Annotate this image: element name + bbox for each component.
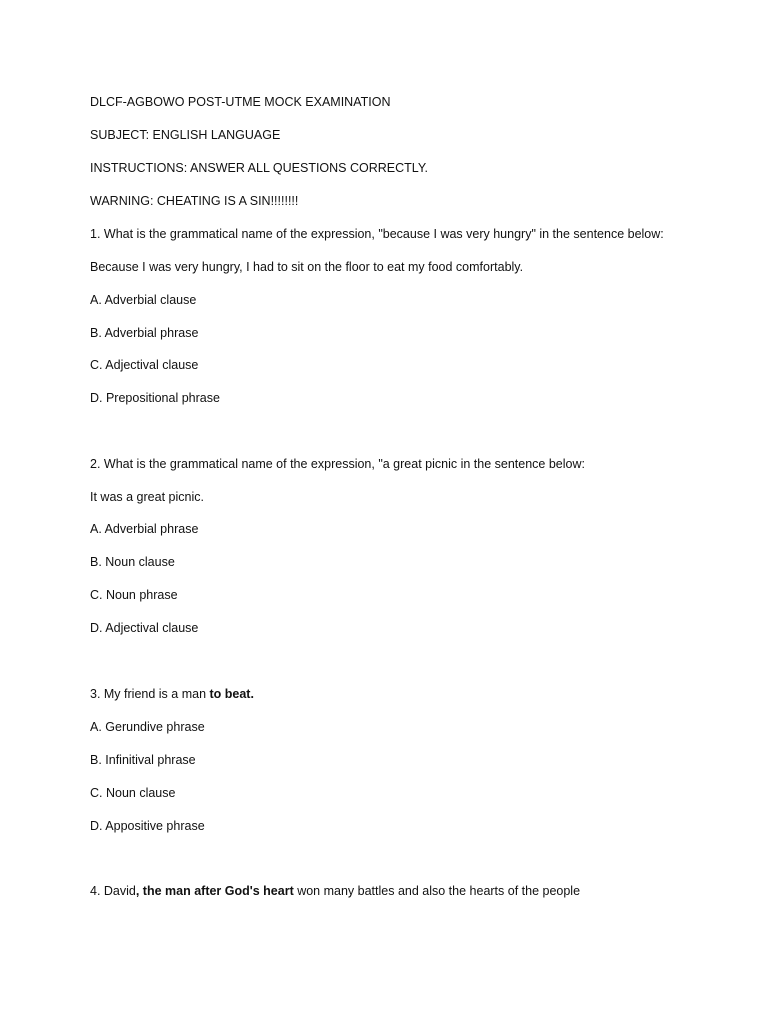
question-1-option-c: C. Adjectival clause (90, 358, 199, 372)
question-4-stem-emphasis: , the man after God's heart (135, 884, 294, 898)
question-3-option-c: C. Noun clause (90, 786, 176, 800)
question-1-option-b: B. Adverbial phrase (90, 326, 199, 340)
question-3-stem-emphasis: to beat. (209, 687, 254, 701)
question-3-option-d: D. Appositive phrase (90, 819, 205, 833)
question-4-stem (90, 883, 580, 899)
question-3-option-b: B. Infinitival phrase (90, 753, 196, 767)
exam-subject: SUBJECT: ENGLISH LANGUAGE (90, 128, 281, 142)
exam-page (90, 0, 730, 1024)
question-2-stem: 2. What is the grammatical name of the expression, "a great picnic in the sentence below: (90, 457, 585, 471)
question-3-option-a: A. Gerundive phrase (90, 720, 205, 734)
question-1-sentence: Because I was very hungry, I had to sit on the floor to eat my food comfortably. (90, 260, 524, 274)
question-2-option-d: D. Adjectival clause (90, 621, 199, 635)
question-4-stem-text: 4. David (90, 884, 136, 898)
exam-instructions: INSTRUCTIONS: ANSWER ALL QUESTIONS CORRECTLY. (90, 161, 429, 175)
question-1-option-a: A. Adverbial clause (90, 293, 197, 307)
question-3-stem-text: 3. My friend is a man (90, 687, 210, 701)
question-2-option-b: B. Noun clause (90, 555, 175, 569)
question-4-stem-suffix: won many battles and also the hearts of the people (293, 884, 581, 898)
question-2-option-c: C. Noun phrase (90, 588, 178, 602)
exam-title: DLCF-AGBOWO POST-UTME MOCK EXAMINATION (90, 95, 391, 109)
question-1-stem: 1. What is the grammatical name of the expression, "because I was very hungry" in the sentence below: (90, 227, 664, 241)
question-3-stem (90, 686, 254, 702)
question-2-option-a: A. Adverbial phrase (90, 522, 199, 536)
question-2-sentence: It was a great picnic. (90, 490, 204, 504)
question-1-option-d: D. Prepositional phrase (90, 391, 220, 405)
exam-warning: WARNING: CHEATING IS A SIN!!!!!!!! (90, 194, 299, 208)
